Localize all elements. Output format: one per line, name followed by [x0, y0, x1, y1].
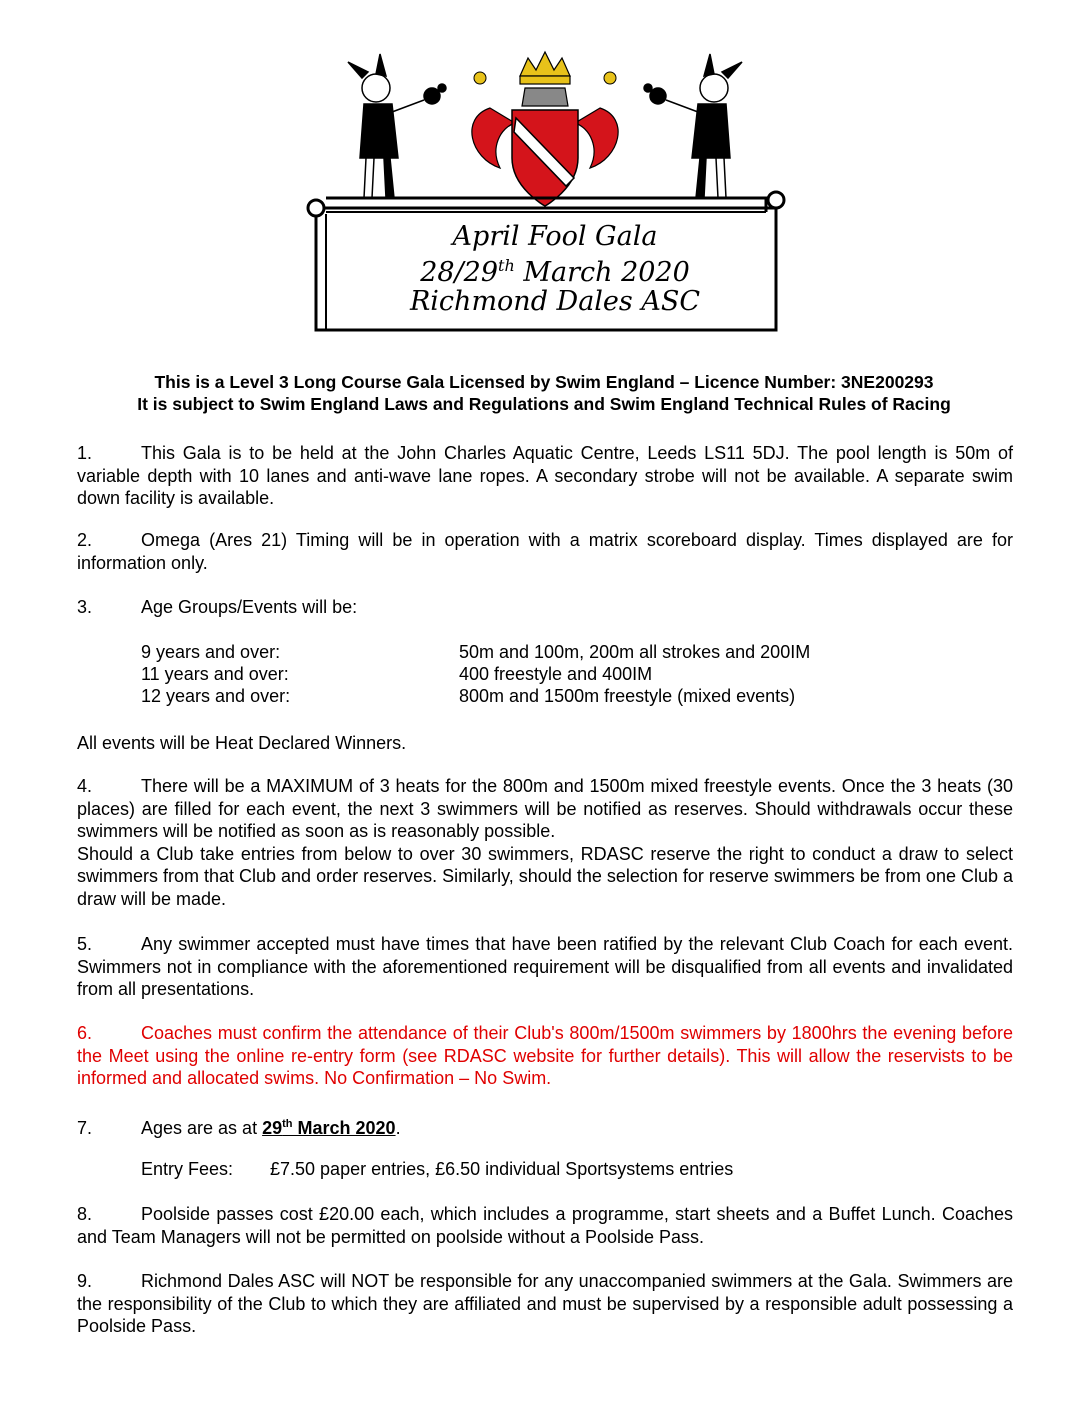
left-jester-figure	[348, 54, 446, 198]
gala-title-line3: Richmond Dales ASC	[409, 286, 701, 317]
age-group-12-events: 800m and 1500m freestyle (mixed events)	[459, 686, 796, 706]
gala-title-line1: April Fool Gala	[452, 221, 658, 252]
item-1: 1. This Gala is to be held at the John Charles Aquatic Centre, Leeds LS11 5DJ. The pool length is 50m of variable depth with 10 lanes and anti-wave lane ropes. A secondary strobe will not be available. A separate swim down facility is available.	[77, 443, 1013, 508]
item-2: 2. Omega (Ares 21) Timing will be in operation with a matrix scoreboard display. Times displayed are for information only.	[77, 530, 1013, 573]
gala-title-line2: 28/29th March 2020	[420, 256, 690, 288]
gala-title	[330, 222, 780, 316]
item-7: 7. Ages are as at 29th March 2020.	[77, 1118, 401, 1138]
item-8: 8. Poolside passes cost £20.00 each, which includes a programme, start sheets and a Buffet Lunch. Coaches and Team Managers will not be permitted on poolside without a Poolside Pass.	[77, 1204, 1013, 1247]
licence-subheading	[60, 371, 1028, 415]
entry-fees-text: £7.50 paper entries, £6.50 individual Sportsystems entries	[270, 1159, 734, 1179]
heat-declared-note: All events will be Heat Declared Winners.	[77, 733, 407, 753]
age-group-9-events: 50m and 100m, 200m all strokes and 200IM	[459, 642, 811, 662]
regulations-line: It is subject to Swim England Laws and Regulations and Swim England Technical Rules of Racing	[137, 394, 951, 414]
age-group-9: 9 years and over:	[141, 642, 281, 662]
age-group-11: 11 years and over:	[141, 664, 289, 684]
age-date: 29th March 2020	[262, 1118, 396, 1138]
helmet-icon	[522, 88, 568, 106]
item-6-warning: 6. Coaches must confirm the attendance of their Club's 800m/1500m swimmers by 1800hrs the evening before the Meet using the online re-entry form (see RDASC website for further details). This will allow the reservists to be informed and allocated swims. No Confirmation – No Swim.	[77, 1023, 1013, 1088]
right-jester-figure	[644, 54, 742, 198]
item-9: 9. Richmond Dales ASC will NOT be responsible for any unaccompanied swimmers at the Gala. Swimmers are the responsibility of the Club to which they are affiliated and must be supervised by a responsible adult possessing a Poolside Pass.	[77, 1271, 1013, 1336]
age-group-11-events: 400 freestyle and 400IM	[459, 664, 653, 684]
entry-fees-label: Entry Fees:	[141, 1159, 234, 1179]
item-5: 5. Any swimmer accepted must have times that have been ratified by the relevant Club Coach for each event. Swimmers not in compliance with the aforementioned requirement will be disqualified from all events and invalidated from all presentations.	[77, 934, 1013, 999]
age-group-12: 12 years and over:	[141, 686, 291, 706]
crown-icon	[520, 52, 570, 84]
licence-line: This is a Level 3 Long Course Gala Licensed by Swim England – Licence Number: 3NE200293	[154, 372, 934, 392]
item-3: 3. Age Groups/Events will be:	[77, 597, 358, 617]
item-4: 4. There will be a MAXIMUM of 3 heats for the 800m and 1500m mixed freestyle events. Once the 3 heats (30 places) are filled for each event, the next 3 swimmers will be notified as reserves. Should withdrawals occur these swimmers will be notified as soon as is reasonably possible. Should a Club take entries from below to over 30 swimmers, RDASC reserve the right to conduct a draw to select swimmers from that Club and order reserves. Similarly, should the selection for reserve swimmers be from one Club a draw will be made.	[77, 776, 1013, 909]
